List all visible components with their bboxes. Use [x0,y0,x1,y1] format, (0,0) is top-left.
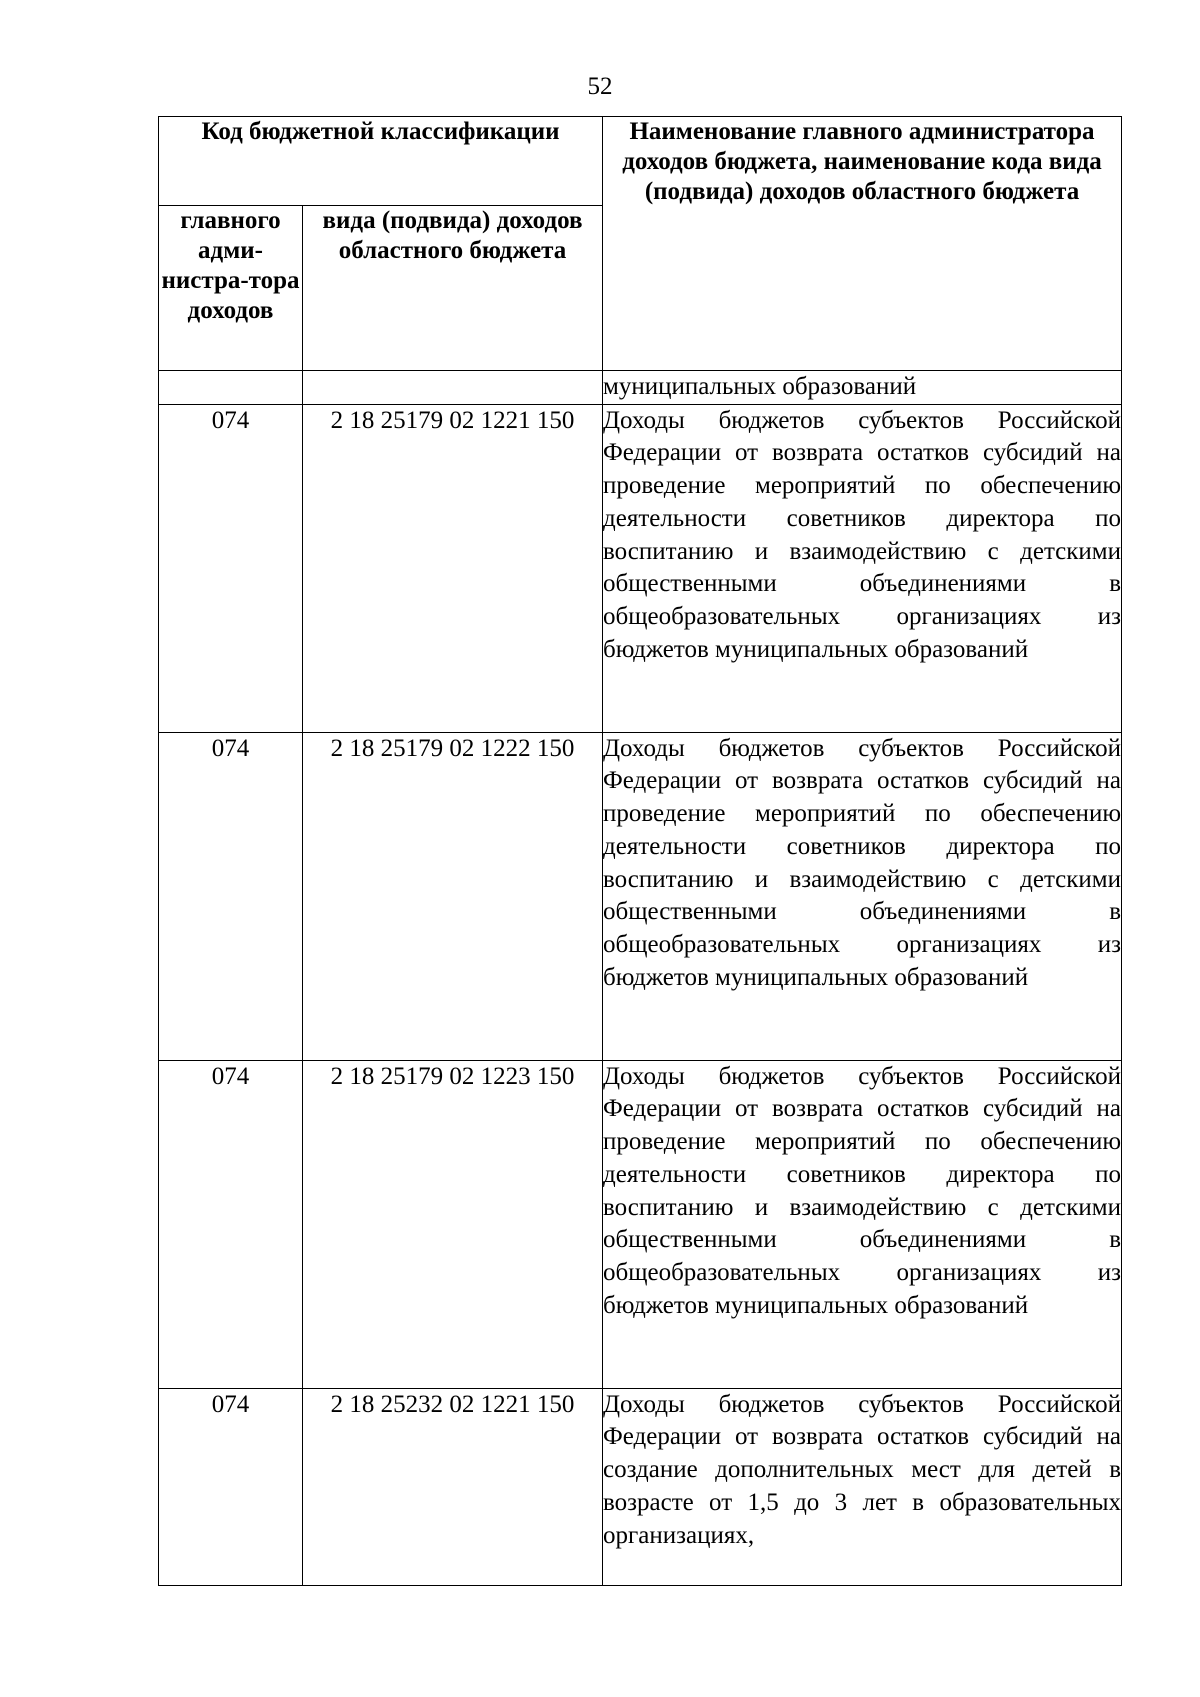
admin-code-cell [159,371,303,405]
header-admin-column: главного адми-нистра-тора доходов [159,206,303,371]
admin-code-cell: 074 [159,1388,303,1585]
income-name-cell: Доходы бюджетов субъектов Российской Федерации от возврата остатков субсидий на проведение мероприятий по обеспечению деятельности советников директора по воспитанию и взаимодействию с детскими общественными объединениями в общеобразовательных организациях из бюджетов муниципальных образований [603,404,1122,732]
admin-code-cell: 074 [159,1060,303,1388]
table-row [159,371,1122,405]
income-code-cell: 2 18 25179 02 1223 150 [303,1060,603,1388]
header-name-column: Наименование главного администратора доходов бюджета, наименование кода вида (подвида) доходов областного бюджета [603,117,1122,371]
admin-code-cell: 074 [159,404,303,732]
income-name-cell: муниципальных образований [603,371,1122,405]
admin-code-cell: 074 [159,732,303,1060]
table-header [159,117,1122,371]
table-row [159,404,1122,732]
income-name-cell: Доходы бюджетов субъектов Российской Федерации от возврата остатков субсидий на создание дополнительных мест для детей в возрасте от 1,5 до 3 лет в образовательных организациях, [603,1388,1122,1585]
income-name-cell: Доходы бюджетов субъектов Российской Федерации от возврата остатков субсидий на проведение мероприятий по обеспечению деятельности советников директора по воспитанию и взаимодействию с детскими общественными объединениями в общеобразовательных организациях из бюджетов муниципальных образований [603,732,1122,1060]
income-code-cell [303,371,603,405]
income-code-cell: 2 18 25179 02 1221 150 [303,404,603,732]
table-row [159,1388,1122,1585]
page-number: 52 [587,73,613,100]
budget-classification-table [158,116,1122,1586]
income-name-cell: Доходы бюджетов субъектов Российской Федерации от возврата остатков субсидий на проведение мероприятий по обеспечению деятельности советников директора по воспитанию и взаимодействию с детскими общественными объединениями в общеобразовательных организациях из бюджетов муниципальных образований [603,1060,1122,1388]
table-body [159,371,1122,1586]
income-code-cell: 2 18 25232 02 1221 150 [303,1388,603,1585]
header-budget-classification-code: Код бюджетной классификации [159,117,603,206]
table-row [159,732,1122,1060]
income-code-cell: 2 18 25179 02 1222 150 [303,732,603,1060]
header-kind-column: вида (подвида) доходов областного бюджета [303,206,603,371]
table-row [159,1060,1122,1388]
